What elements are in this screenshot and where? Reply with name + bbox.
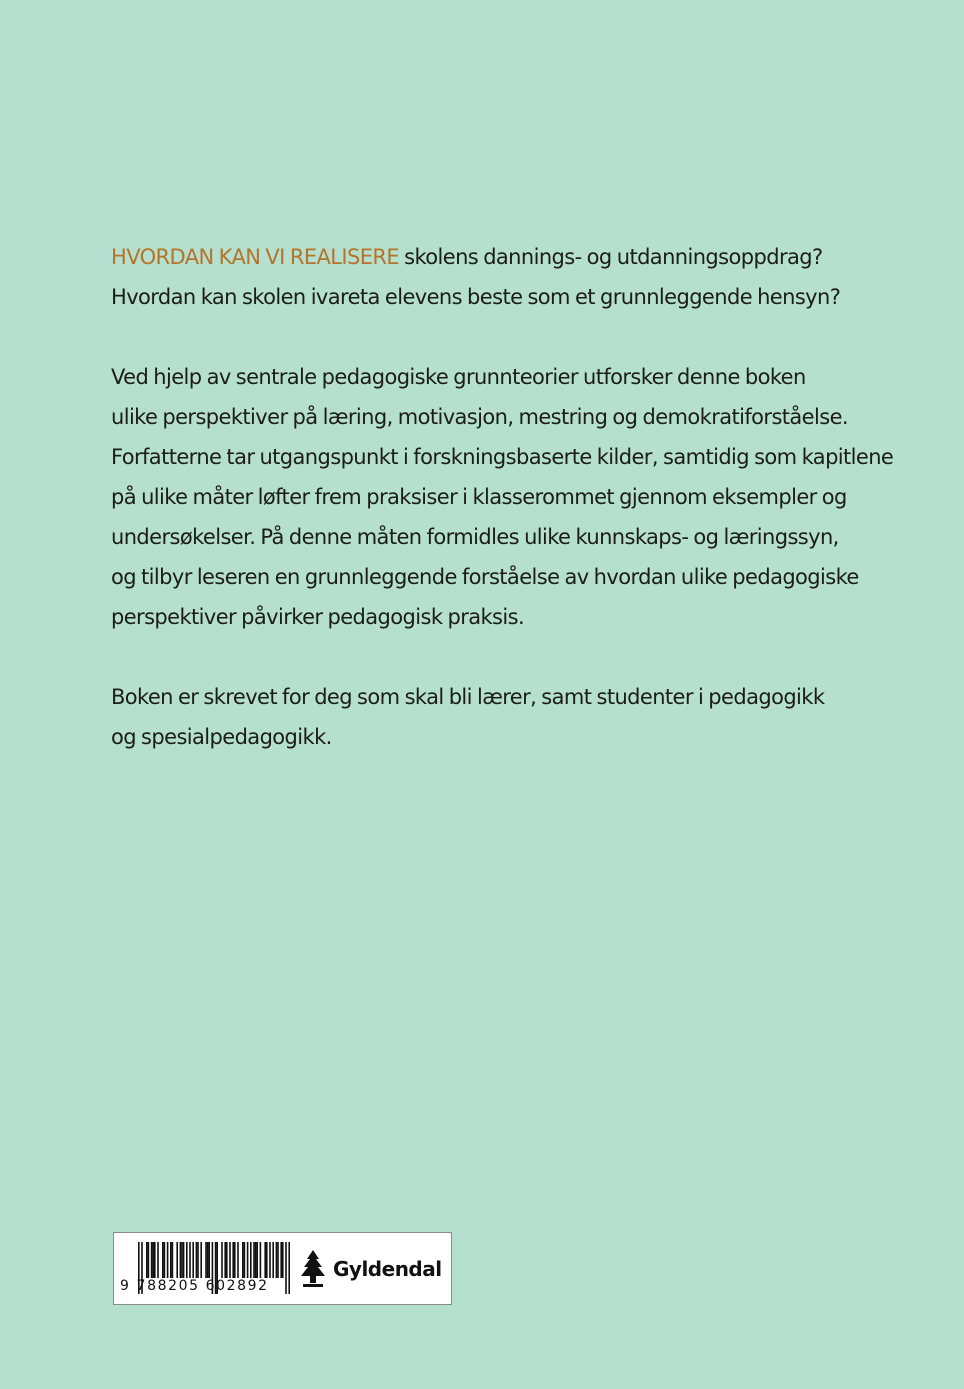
barcode-bar [167,1242,169,1278]
publisher-logo [297,1249,442,1289]
isbn-barcode [114,1233,294,1305]
barcode-bar [162,1242,164,1278]
audience-line: Boken er skrevet for deg som skal bli lærer, samt studenter i pedagogikk [111,685,825,709]
barcode-bar [260,1242,262,1278]
barcode-bar [157,1242,159,1278]
lead-in-caps: HVORDAN KAN VI REALISERE [111,245,400,269]
description-line: Forfatterne tar utgangspunkt i forskningsbaserte kilder, samtidig som kapitlene [111,445,894,469]
barcode-bar [255,1242,257,1278]
barcode-bar [242,1242,244,1278]
barcode-bar [170,1242,172,1278]
barcode-bar [244,1242,246,1278]
barcode-bar [221,1242,223,1278]
barcode-bar [264,1242,266,1278]
barcode-bar [253,1242,255,1278]
publisher-name: Gyldendal [333,1257,442,1281]
barcode-bar [197,1242,199,1278]
barcode-bar [196,1242,198,1278]
barcode-bar [181,1242,183,1278]
barcode-bar [256,1242,258,1278]
barcode-bar [152,1242,154,1278]
barcode-bar [234,1242,236,1278]
barcode-bar [269,1242,271,1278]
intro-line-1 [111,237,911,277]
barcode-bar [146,1242,148,1278]
blurb-paragraph-audience [111,677,911,757]
barcode-bar [151,1242,153,1278]
barcode-bar [282,1242,284,1278]
barcode-bar [266,1242,268,1278]
barcode-bar [232,1242,234,1278]
barcode-bar [148,1242,150,1278]
barcode-bar [237,1242,239,1278]
barcode-bar [180,1242,182,1278]
barcode-bar [183,1242,185,1278]
barcode-bar [205,1242,207,1278]
description-line: ulike perspektiver på læring, motivasjon, mestring og demokratiforståelse. [111,405,848,429]
barcode-bar [200,1242,202,1278]
barcode-bar [250,1242,252,1278]
barcode-bar [176,1242,178,1278]
barcode-bar [208,1242,210,1278]
barcode-bar [189,1242,191,1278]
barcode-bar [224,1242,226,1278]
barcode-bar [186,1242,188,1278]
description-line: Ved hjelp av sentrale pedagogiske grunnteorier utforsker denne boken [111,365,806,389]
barcode-bar [272,1242,274,1278]
description-line: perspektiver påvirker pedagogisk praksis. [111,605,525,629]
barcode-bar [164,1242,166,1278]
fir-tree-icon [297,1249,329,1289]
isbn-number: 9 788205 602892 [120,1278,269,1294]
blurb-text [111,237,911,757]
description-line: undersøkelser. På denne måten formidles ulike kunnskaps- og læringssyn, [111,525,839,549]
intro-line-1-rest: skolens dannings- og utdanningsoppdrag? [399,245,823,269]
barcode-bar [280,1242,282,1278]
barcode-bar [285,1242,287,1294]
barcode-bar [154,1242,156,1278]
barcode-bar [229,1242,231,1278]
audience-line: og spesialpedagogikk. [111,725,332,749]
barcode-bar [276,1242,278,1278]
barcode-bar [226,1242,228,1278]
blurb-paragraph-intro [111,237,911,317]
barcode-bar [288,1242,290,1294]
barcode-bar [192,1242,194,1278]
intro-line-2: Hvordan kan skolen ivareta elevens beste som et grunnleggende hensyn? [111,285,841,309]
barcode-bar [247,1242,249,1278]
barcode-bar [207,1242,209,1278]
barcode-bar [172,1242,174,1278]
description-line: på ulike måter løfter frem praksiser i klasserommet gjennom eksempler og [111,485,847,509]
barcode-bar [277,1242,279,1278]
barcode-panel [113,1232,452,1305]
blurb-paragraph-description [111,357,911,637]
description-line: og tilbyr leseren en grunnleggende forståelse av hvordan ulike pedagogiske [111,565,859,589]
